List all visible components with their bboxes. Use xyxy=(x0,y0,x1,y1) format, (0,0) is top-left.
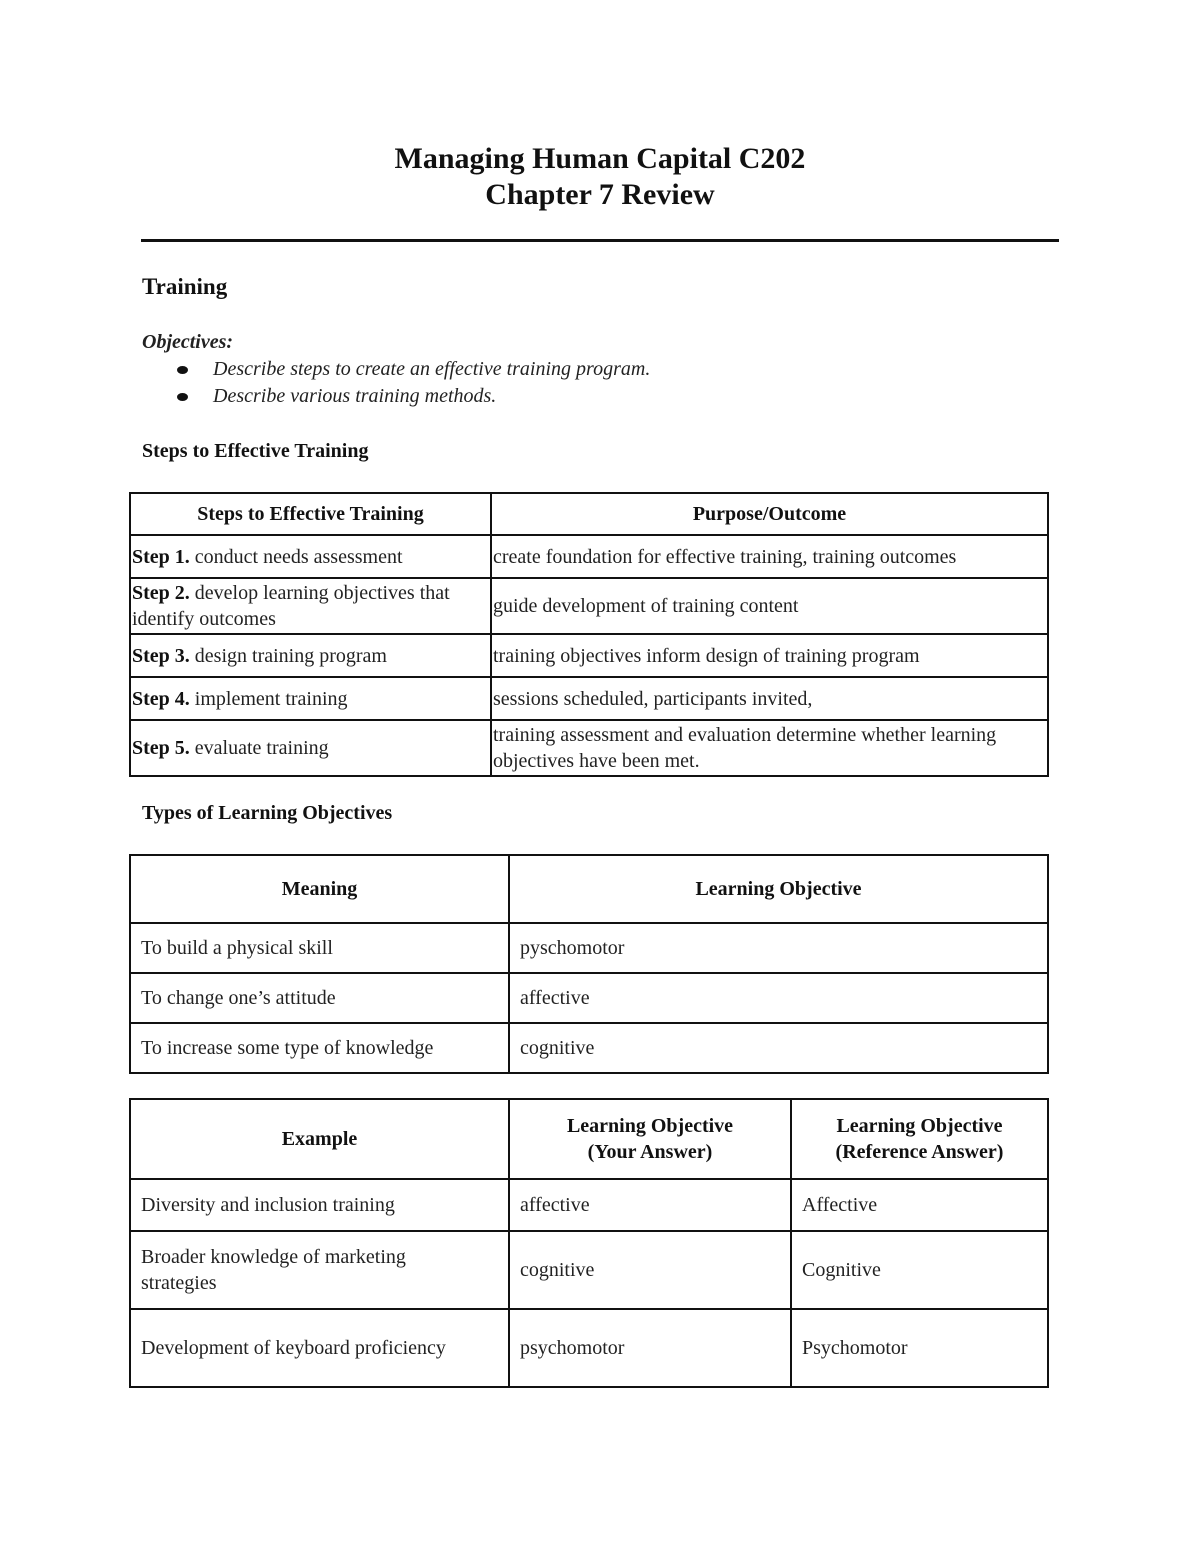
reference-answer-cell: Psychomotor xyxy=(791,1309,1048,1387)
table-row xyxy=(130,720,1048,776)
example-cell: Development of keyboard proficiency xyxy=(130,1309,509,1387)
step-cell xyxy=(130,535,491,578)
table-row xyxy=(130,578,1048,634)
table-row xyxy=(130,1231,1048,1309)
table-row xyxy=(130,677,1048,720)
example-cell: Broader knowledge of marketing strategies xyxy=(130,1231,509,1309)
step-text: implement training xyxy=(189,687,348,710)
column-header: Learning Objective (Reference Answer) xyxy=(791,1099,1048,1179)
objective-text: Describe various training methods. xyxy=(213,385,497,407)
step-text: conduct needs assessment xyxy=(189,545,403,568)
purpose-cell: sessions scheduled, participants invited, xyxy=(491,677,1048,720)
examples-table xyxy=(129,1098,1049,1388)
table-header-row xyxy=(130,855,1048,923)
step-text: design training program xyxy=(189,644,387,667)
objective-cell: affective xyxy=(509,973,1048,1023)
table-row xyxy=(130,923,1048,973)
step-number: Step 2. xyxy=(132,582,190,604)
step-text: evaluate training xyxy=(189,737,329,759)
objective-item xyxy=(175,385,650,412)
steps-heading: Steps to Effective Training xyxy=(142,440,369,462)
meaning-cell: To change one’s attitude xyxy=(130,973,509,1023)
objectives-label: Objectives: xyxy=(142,331,234,353)
step-cell xyxy=(130,677,491,720)
objective-cell: pyschomotor xyxy=(509,923,1048,973)
table-row xyxy=(130,634,1048,677)
purpose-cell: create foundation for effective training, training outcomes xyxy=(491,535,1048,578)
table-header-row xyxy=(130,493,1048,535)
bullet-icon xyxy=(177,366,188,374)
document-subtitle: Chapter 7 Review xyxy=(485,178,715,211)
example-cell: Diversity and inclusion training xyxy=(130,1179,509,1231)
step-cell xyxy=(130,578,491,634)
purpose-cell: guide development of training content xyxy=(491,578,1048,634)
your-answer-cell: affective xyxy=(509,1179,791,1231)
purpose-cell: training assessment and evaluation determine whether learning objectives have been met. xyxy=(491,720,1048,776)
table-row xyxy=(130,1179,1048,1231)
training-heading: Training xyxy=(142,274,228,299)
reference-answer-cell: Affective xyxy=(791,1179,1048,1231)
column-header: Example xyxy=(130,1099,509,1179)
table-row xyxy=(130,1309,1048,1387)
learning-objectives-table xyxy=(129,854,1049,1074)
table-row xyxy=(130,535,1048,578)
step-text: develop learning objectives that identify outcomes xyxy=(132,582,450,630)
objective-text: Describe steps to create an effective training program. xyxy=(213,358,651,380)
purpose-cell: training objectives inform design of training program xyxy=(491,634,1048,677)
step-number: Step 1. xyxy=(132,545,190,568)
meaning-cell: To increase some type of knowledge xyxy=(130,1023,509,1073)
reference-answer-cell: Cognitive xyxy=(791,1231,1048,1309)
objective-item xyxy=(175,358,650,385)
your-answer-cell: psychomotor xyxy=(509,1309,791,1387)
objectives-list xyxy=(175,358,650,412)
step-number: Step 4. xyxy=(132,687,190,710)
objective-cell: cognitive xyxy=(509,1023,1048,1073)
table-row xyxy=(130,1023,1048,1073)
step-cell xyxy=(130,634,491,677)
column-header: Steps to Effective Training xyxy=(130,493,491,535)
column-header: Learning Objective xyxy=(509,855,1048,923)
steps-table xyxy=(129,492,1049,777)
your-answer-cell: cognitive xyxy=(509,1231,791,1309)
table-row xyxy=(130,973,1048,1023)
column-header: Learning Objective (Your Answer) xyxy=(509,1099,791,1179)
step-cell xyxy=(130,720,491,776)
document-title: Managing Human Capital C202 xyxy=(394,142,806,175)
types-heading: Types of Learning Objectives xyxy=(142,802,393,824)
column-header: Purpose/Outcome xyxy=(491,493,1048,535)
step-number: Step 3. xyxy=(132,644,190,667)
table-header-row xyxy=(130,1099,1048,1179)
bullet-icon xyxy=(177,393,188,401)
column-header: Meaning xyxy=(130,855,509,923)
title-divider xyxy=(141,239,1059,242)
meaning-cell: To build a physical skill xyxy=(130,923,509,973)
step-number: Step 5. xyxy=(132,737,190,759)
